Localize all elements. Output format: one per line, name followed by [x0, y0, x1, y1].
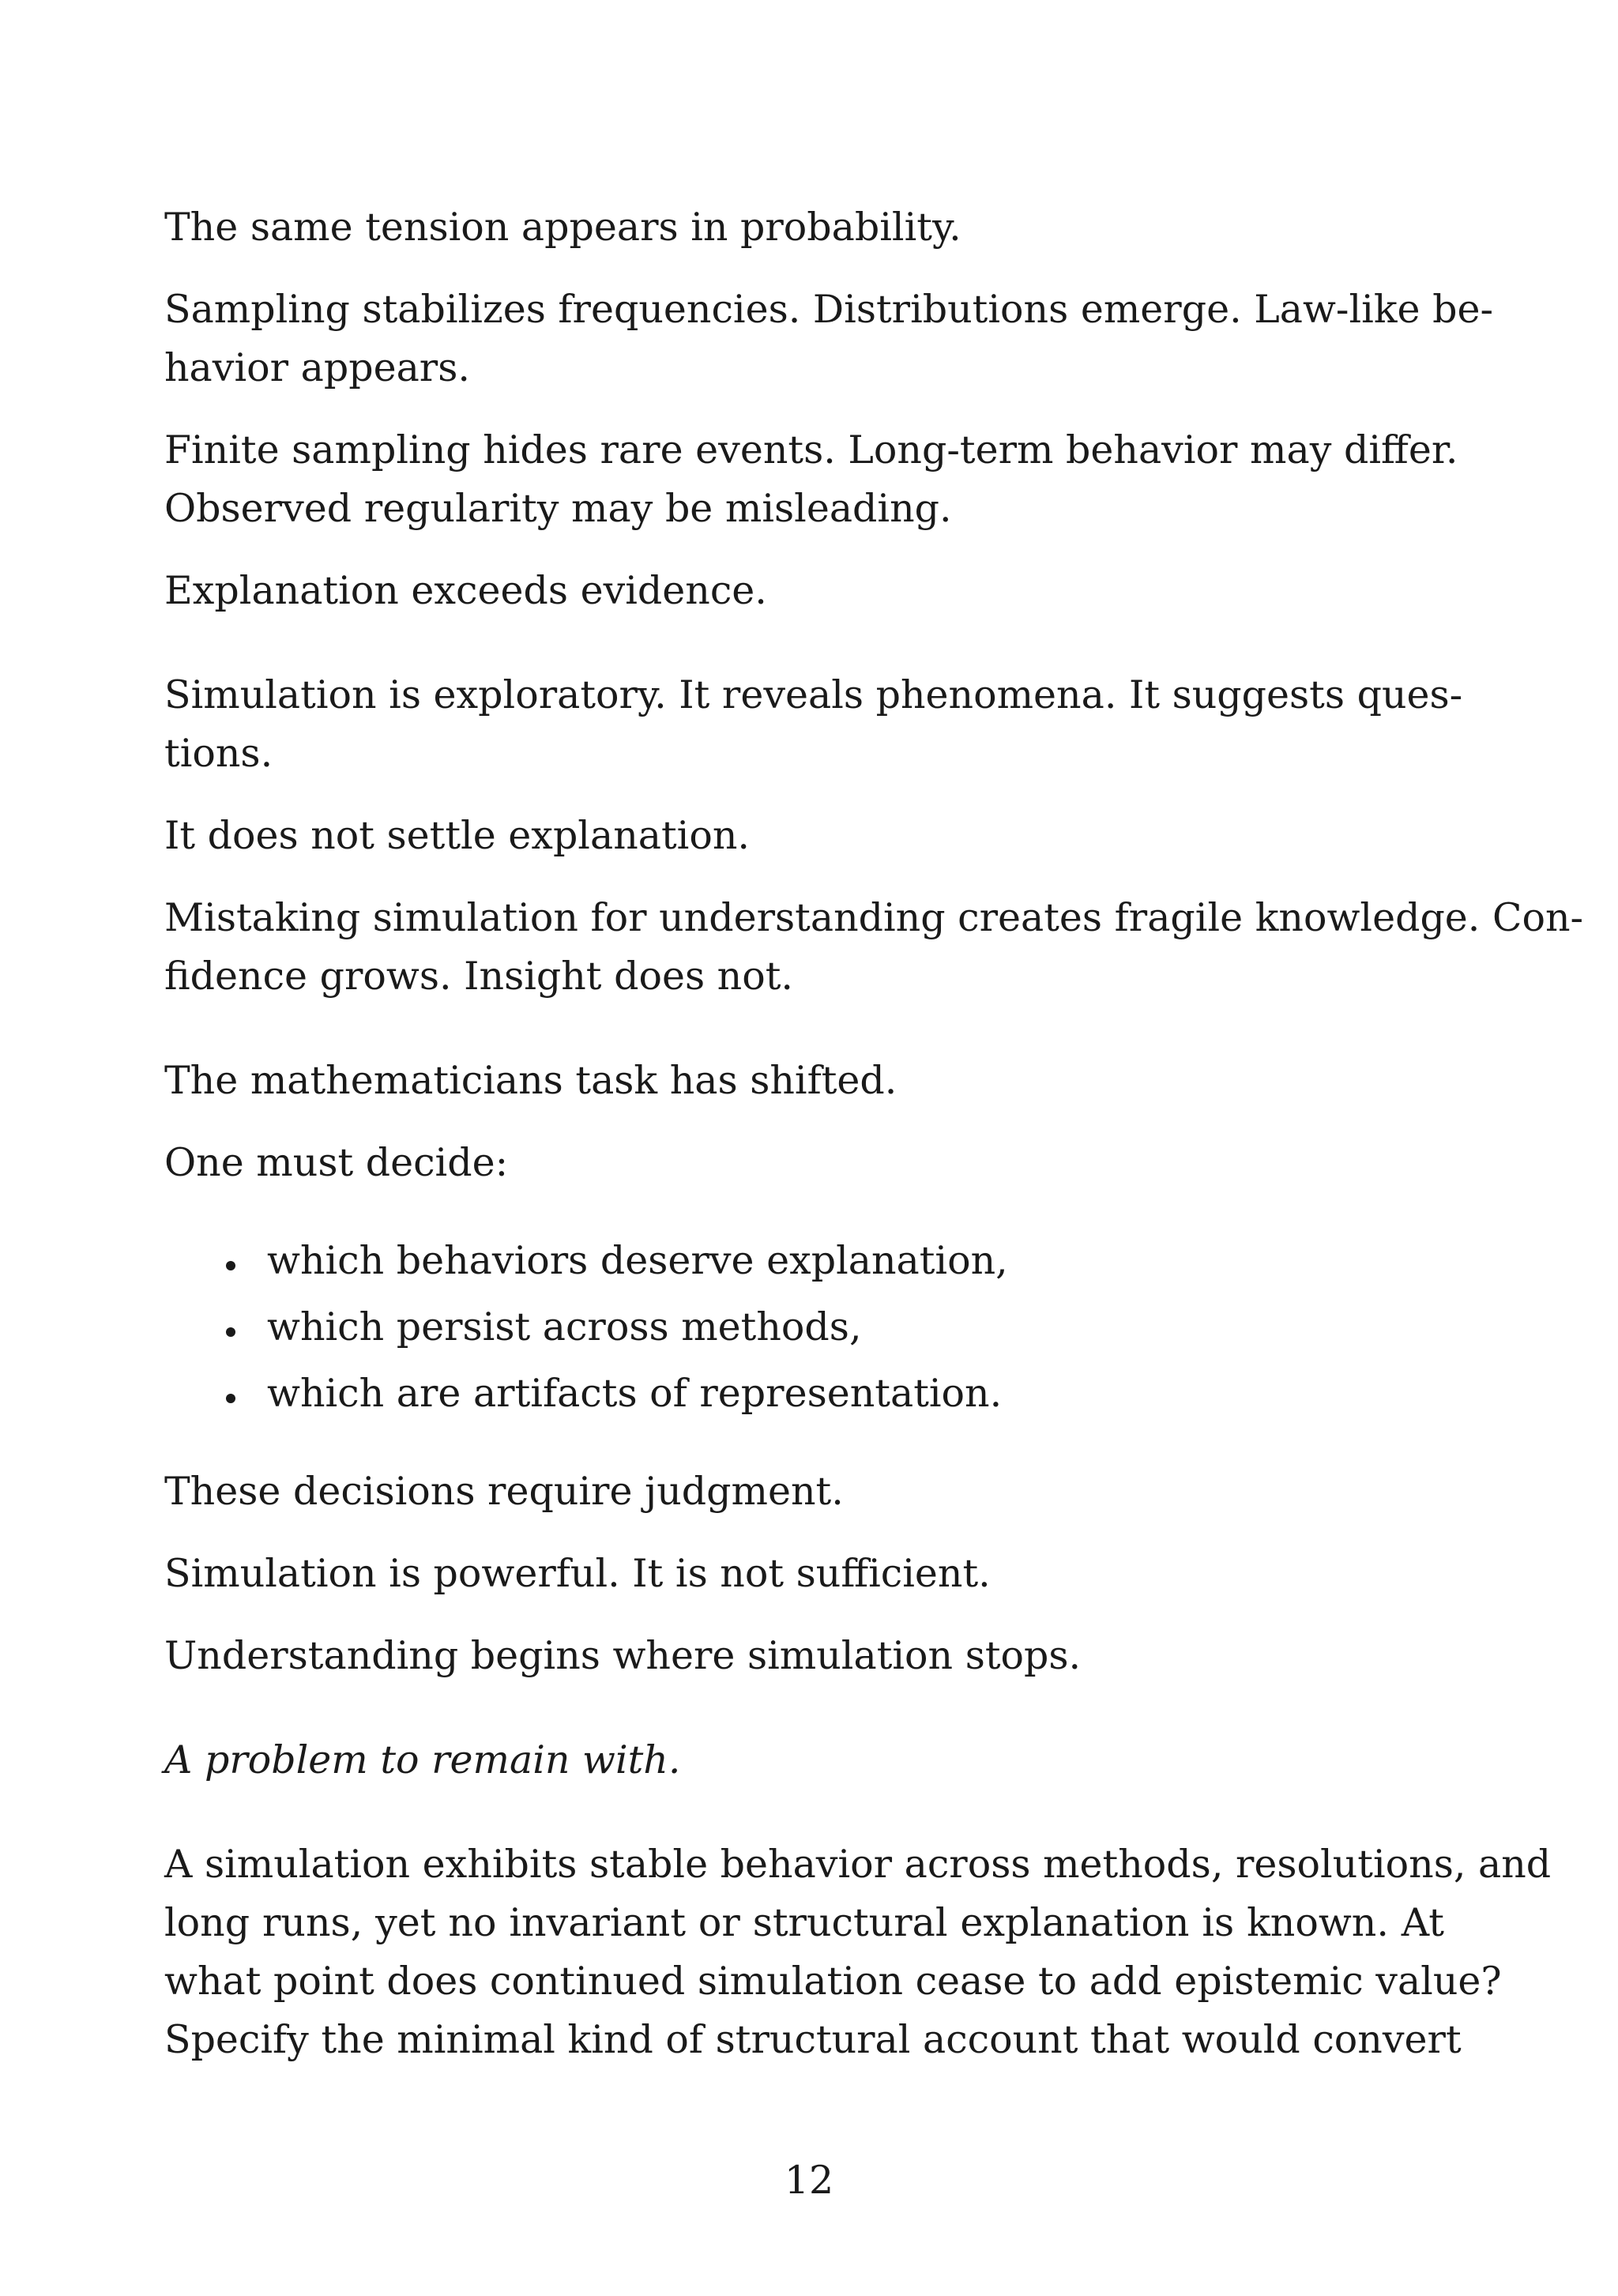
paragraph-problem-line-2: long runs, yet no invariant or structural explanation is known. At: [164, 1900, 1444, 1945]
paragraph-task-shifted: The mathematicians task has shifted.: [164, 1058, 897, 1103]
paragraph-explanation-exceeds: Explanation exceeds evidence.: [164, 568, 767, 613]
paragraph-sampling-line-2: havior appears.: [164, 345, 470, 390]
paragraph-problem-line-3: what point does continued simulation cease to add epistemic value?: [164, 1959, 1502, 2004]
paragraph-probability-tension: The same tension appears in probability.: [164, 205, 961, 250]
paragraph-mistaking-simulation-line-1: Mistaking simulation for understanding creates fragile knowledge. Con-: [164, 895, 1584, 940]
bullet-icon: [226, 1327, 235, 1337]
list-item-text: which behaviors deserve explanation,: [267, 1238, 1008, 1283]
paragraph-finite-sampling-line-2: Observed regularity may be misleading.: [164, 486, 952, 531]
paragraph-problem-line-1: A simulation exhibits stable behavior across methods, resolutions, and: [164, 1842, 1552, 1887]
paragraph-problem-line-4: Specify the minimal kind of structural account that would convert: [164, 2017, 1462, 2062]
bullet-icon: [226, 1394, 235, 1403]
page-number: 12: [784, 2158, 834, 2203]
list-item-text: which are artifacts of representation.: [267, 1371, 1003, 1416]
paragraph-decisions-judgment: These decisions require judgment.: [164, 1469, 844, 1514]
paragraph-sampling-line-1: Sampling stabilizes frequencies. Distributions emerge. Law-like be-: [164, 287, 1494, 332]
paragraph-one-must-decide: One must decide:: [164, 1140, 509, 1185]
list-item-text: which persist across methods,: [267, 1304, 862, 1349]
bullet-icon: [226, 1261, 235, 1270]
paragraph-simulation-exploratory-line-1: Simulation is exploratory. It reveals phenomena. It suggests ques-: [164, 672, 1463, 717]
paragraph-mistaking-simulation-line-2: fidence grows. Insight does not.: [164, 954, 793, 999]
paragraph-does-not-settle: It does not settle explanation.: [164, 813, 750, 858]
paragraph-finite-sampling-line-1: Finite sampling hides rare events. Long-term behavior may differ.: [164, 427, 1458, 472]
paragraph-simulation-powerful: Simulation is powerful. It is not sufficient.: [164, 1551, 991, 1596]
problem-heading: A problem to remain with.: [164, 1737, 681, 1782]
paragraph-simulation-exploratory-line-2: tions.: [164, 731, 273, 776]
paragraph-understanding-begins: Understanding begins where simulation stops.: [164, 1633, 1082, 1678]
